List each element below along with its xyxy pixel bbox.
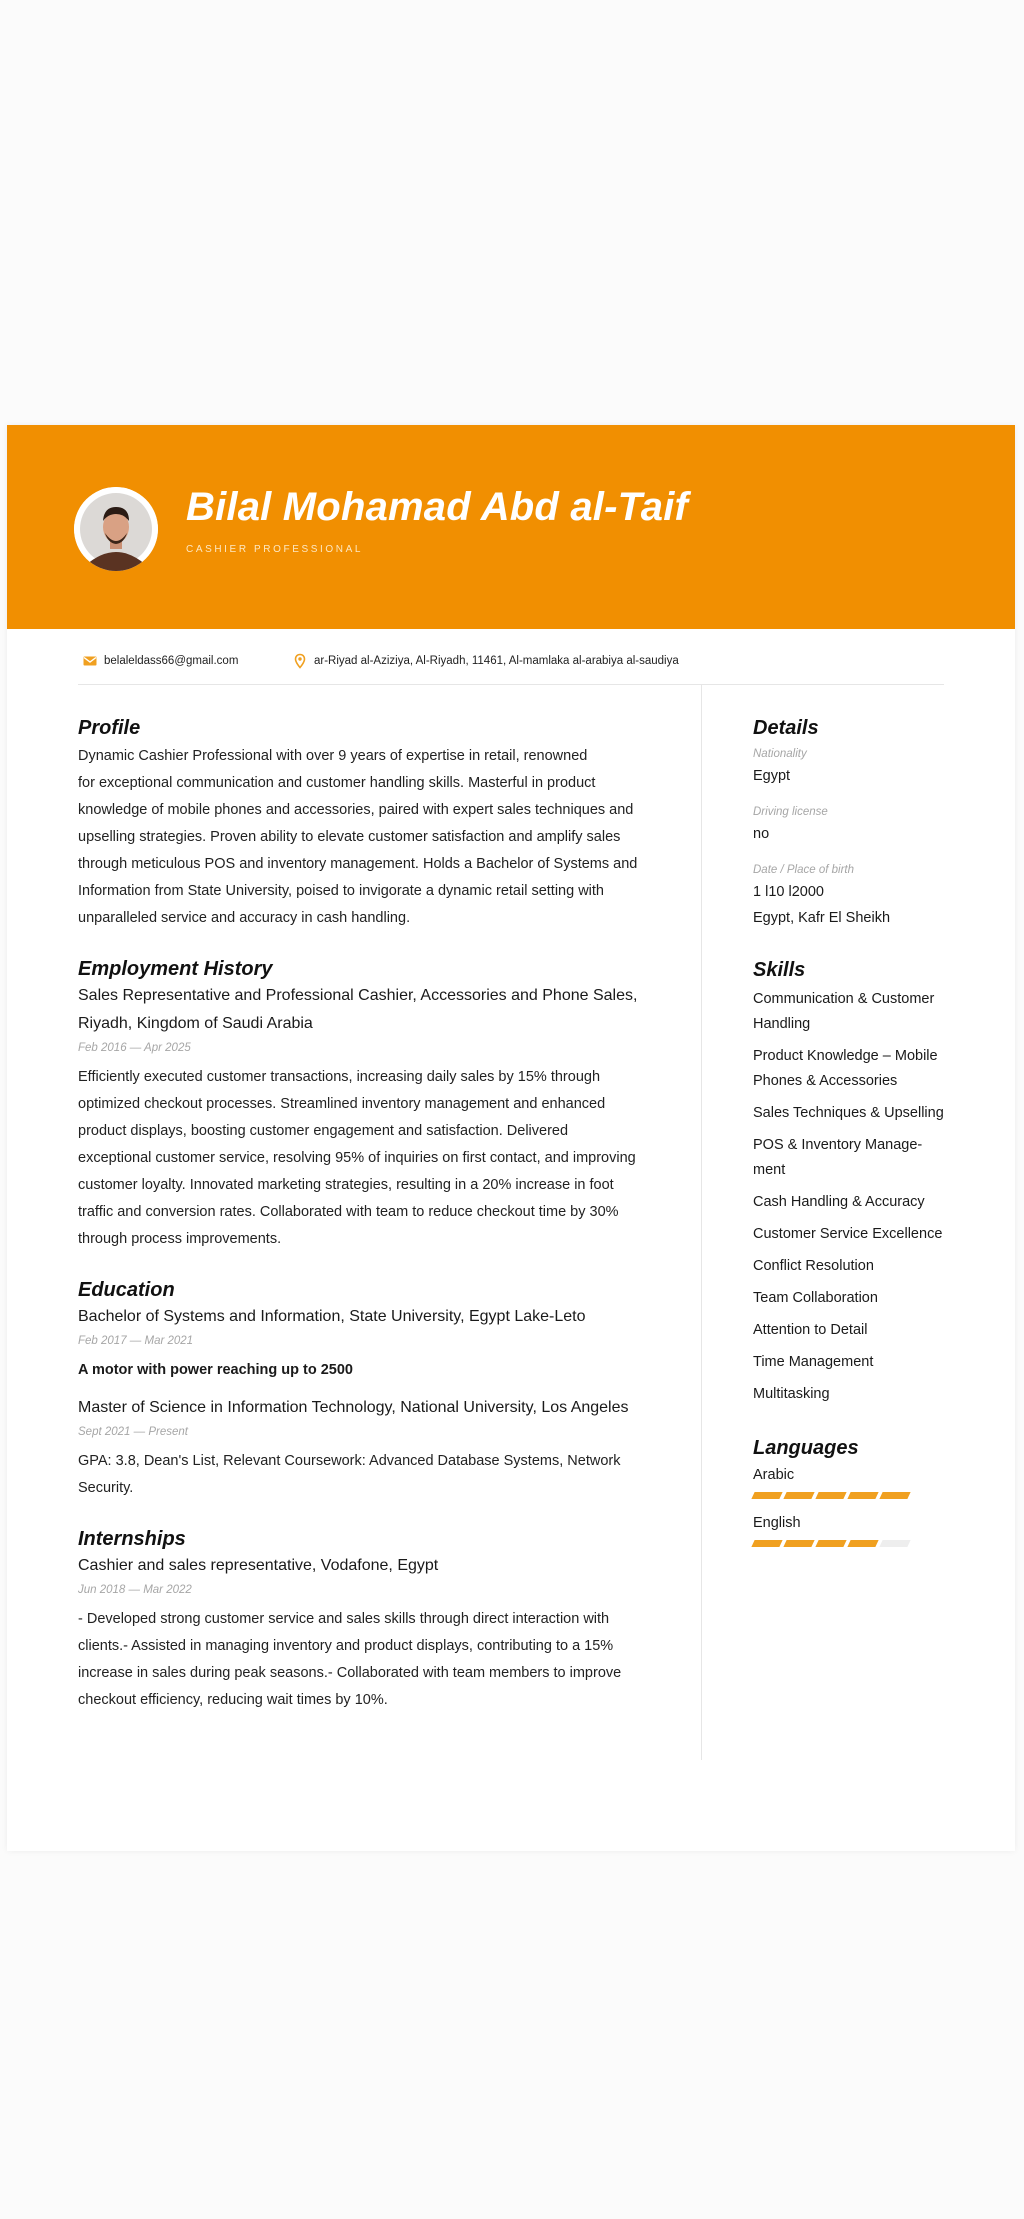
skill-item: [753, 1350, 973, 1375]
language-level-segment-filled: [751, 1492, 782, 1499]
nationality-value: Egypt: [753, 768, 791, 784]
profile-section: [78, 715, 664, 932]
skill-line: Cash Handling & Accuracy: [753, 1194, 925, 1210]
language-name: Arabic: [753, 1467, 795, 1483]
candidate-name: Bilal Mohamad Abd al-Taif: [186, 485, 689, 529]
nationality-label: Nationality: [753, 748, 807, 760]
education-note-line: GPA: 3.8, Dean's List, Relevant Coursework: Advanced Database Systems, Network: [78, 1453, 621, 1469]
profile-heading: Profile: [78, 717, 141, 739]
internship-description-line: increase in sales during peak seasons.- Collaborated with team members to improve: [78, 1665, 622, 1681]
education-note: A motor with power reaching up to 2500: [78, 1362, 353, 1378]
skill-item: [753, 1286, 973, 1311]
language-level-segment-filled: [815, 1540, 846, 1547]
job-entry-title: Riyadh, Kingdom of Saudi Arabia: [78, 1015, 313, 1032]
language-level-segment-filled: [847, 1492, 878, 1499]
skill-item: [753, 1133, 973, 1183]
job-title: CASHIER PROFESSIONAL: [186, 544, 364, 555]
languages-section: [753, 1435, 973, 1547]
internship-description-line: - Developed strong customer service and sales skills through direct interaction with: [78, 1611, 610, 1627]
job-entry-title: Sales Representative and Professional Cashier, Accessories and Phone Sales,: [78, 987, 638, 1004]
skill-line: Attention to Detail: [753, 1322, 868, 1338]
internship-description-line: checkout efficiency, reducing wait times by 10%.: [78, 1692, 388, 1708]
skill-item: [753, 1222, 973, 1247]
employment-heading: Employment History: [78, 958, 273, 980]
details-section: [753, 715, 973, 931]
job-description-line: optimized checkout processes. Streamlined inventory management and enhanced: [78, 1096, 606, 1112]
language-level-segment-filled: [847, 1540, 878, 1547]
education-entry-title: Bachelor of Systems and Information, State University, Egypt Lake-Leto: [78, 1308, 586, 1325]
job-description-line: product displays, boosting customer engagement and satisfaction. Delivered: [78, 1123, 569, 1139]
education-heading: Education: [78, 1279, 175, 1301]
skills-heading: Skills: [753, 959, 806, 981]
profile-line: Dynamic Cashier Professional with over 9 years of expertise in retail, renowned: [78, 748, 588, 764]
skill-item: [753, 1382, 973, 1407]
job-description-line: Efficiently executed customer transactions, increasing daily sales by 15% through: [78, 1069, 601, 1085]
avatar: [74, 487, 158, 571]
skill-line: Team Collaboration: [753, 1290, 878, 1306]
job-description-line: through process improvements.: [78, 1231, 282, 1247]
skill-line: Customer Service Excellence: [753, 1226, 943, 1242]
skill-line: Sales Techniques & Upselling: [753, 1105, 944, 1121]
profile-line: for exceptional communication and customer handling skills. Masterful in product: [78, 775, 596, 791]
envelope-icon: [82, 653, 98, 669]
internship-date: Jun 2018 — Mar 2022: [78, 1584, 192, 1596]
skill-item: [753, 1101, 973, 1126]
resume-header: [7, 425, 1015, 629]
skill-line: Multitasking: [753, 1386, 830, 1402]
employment-section: [78, 956, 664, 1253]
language-item: [753, 1511, 973, 1547]
education-date: Feb 2017 — Mar 2021: [78, 1335, 194, 1347]
language-item: [753, 1463, 973, 1499]
skill-line: Conflict Resolution: [753, 1258, 874, 1274]
language-name: English: [753, 1515, 801, 1531]
language-level-bar: [753, 1540, 973, 1547]
email-text: belaleldass66@gmail.com: [104, 655, 239, 667]
contact-email[interactable]: [82, 651, 238, 671]
main-column: [78, 715, 664, 1714]
address-text: ar-Riyad al-Aziziya, Al-Riyadh, 11461, Al-mamlaka al-arabiya al-saudiya: [314, 655, 679, 667]
skill-item: [753, 1318, 973, 1343]
language-level-bar: [753, 1492, 973, 1499]
language-level-segment-filled: [751, 1540, 782, 1547]
profile-line: knowledge of mobile phones and accessories, paired with expert sales techniques and: [78, 802, 634, 818]
birth-place: Egypt, Kafr El Sheikh: [753, 910, 891, 926]
profile-line: Information from State University, poised to invigorate a dynamic retail setting with: [78, 883, 604, 899]
profile-line: upselling strategies. Proven ability to elevate customer satisfaction and amplify sales: [78, 829, 621, 845]
education-note-line: Security.: [78, 1480, 134, 1496]
skill-line: Product Knowledge – Mobile: [753, 1048, 938, 1064]
license-label: Driving license: [753, 806, 828, 818]
skills-section: [753, 957, 973, 1407]
education-entry-title: Master of Science in Information Technology, National University, Los Angeles: [78, 1399, 629, 1416]
internships-section: [78, 1526, 664, 1714]
column-divider: [701, 685, 702, 1760]
language-level-segment-empty: [879, 1540, 910, 1547]
language-level-segment-filled: [879, 1492, 910, 1499]
skill-line: POS & Inventory Manage-: [753, 1137, 923, 1153]
skill-line: Communication & Customer: [753, 991, 935, 1007]
birth-date: 1 l10 l2000: [753, 884, 824, 900]
job-description-line: traffic and conversion rates. Collaborated with team to reduce checkout time by 30%: [78, 1204, 619, 1220]
license-value: no: [753, 826, 770, 842]
job-description-line: customer loyalty. Innovated marketing strategies, resulting in a 20% increase in foot: [78, 1177, 614, 1193]
language-level-segment-filled: [783, 1540, 814, 1547]
internship-description-line: clients.- Assisted in managing inventory and product displays, contributing to a 15%: [78, 1638, 614, 1654]
language-level-segment-filled: [783, 1492, 814, 1499]
language-level-segment-filled: [815, 1492, 846, 1499]
skill-item: [753, 1254, 973, 1279]
profile-line: through meticulous POS and inventory management. Holds a Bachelor of Systems and: [78, 856, 638, 872]
resume-page: [7, 425, 1015, 1851]
skill-item: [753, 1190, 973, 1215]
skill-line: Handling: [753, 1016, 811, 1032]
skill-item: [753, 987, 973, 1037]
contact-divider: [78, 684, 944, 685]
languages-heading: Languages: [753, 1437, 859, 1459]
skill-line: ment: [753, 1162, 786, 1178]
details-heading: Details: [753, 717, 819, 739]
internships-heading: Internships: [78, 1528, 186, 1550]
skill-line: Phones & Accessories: [753, 1073, 898, 1089]
profile-line: unparalleled service and accuracy in cash handling.: [78, 910, 411, 926]
skill-item: [753, 1044, 973, 1094]
contact-address: [292, 651, 679, 671]
job-date: Feb 2016 — Apr 2025: [78, 1042, 191, 1054]
education-date: Sept 2021 — Present: [78, 1426, 188, 1438]
birth-label: Date / Place of birth: [753, 864, 854, 876]
job-description-line: exceptional customer service, resolving 95% of inquiries on first contact, and improving: [78, 1150, 636, 1166]
skill-line: Time Management: [753, 1354, 874, 1370]
education-section: [78, 1277, 664, 1502]
sidebar-column: [753, 715, 973, 1547]
map-pin-icon: [292, 653, 308, 669]
internship-entry-title: Cashier and sales representative, Vodafone, Egypt: [78, 1557, 439, 1574]
